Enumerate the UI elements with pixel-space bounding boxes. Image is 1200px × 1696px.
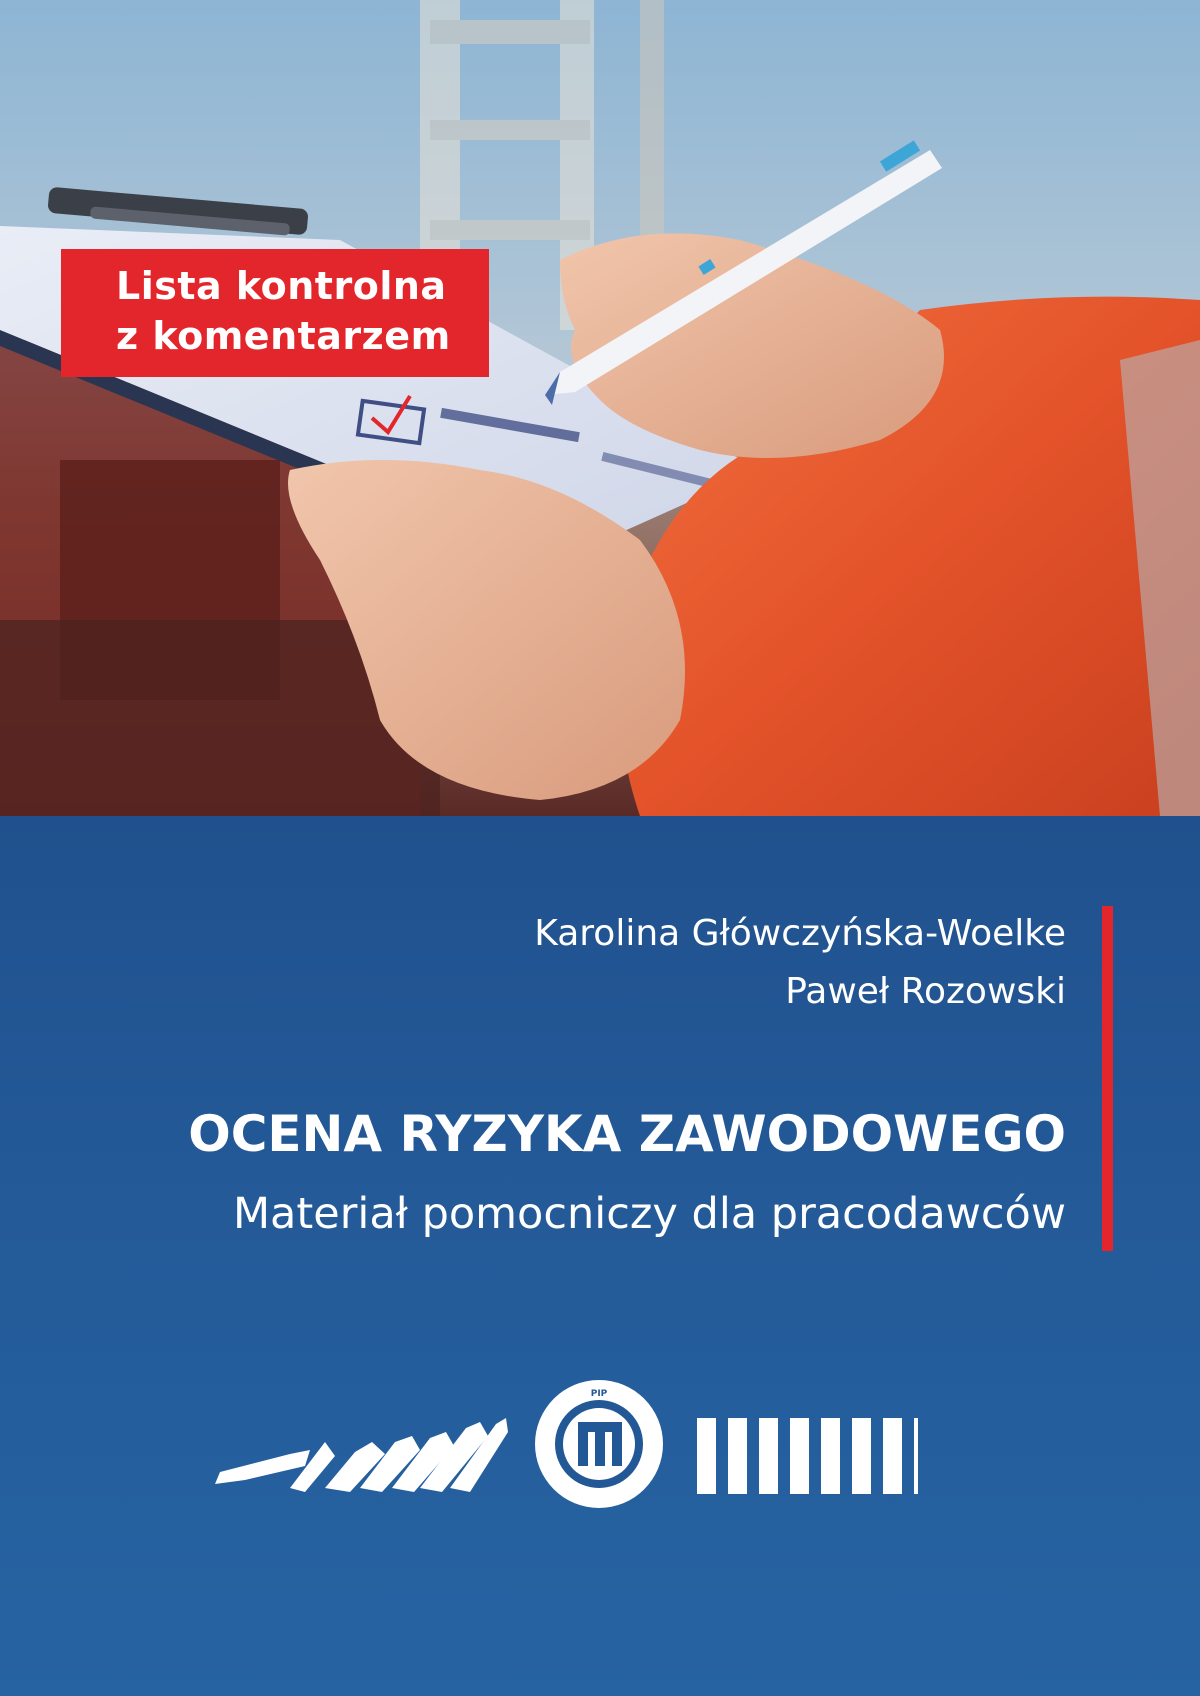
cover-photo [0,0,1200,816]
author-name-1: Karolina Główczyńska-Woelke [534,913,1066,954]
logos-svg [0,1380,1200,1520]
publisher-logo-left-icon [215,1418,508,1492]
badge-line-2: z komentarzem [116,314,451,358]
seal-logo-icon [535,1380,663,1508]
publisher-logos [0,1380,1200,1520]
svg-text:PIP: PIP [590,1389,608,1399]
accent-bar [1102,906,1113,1251]
author-name-2: Paweł Rozowski [785,971,1066,1012]
badge-line-1: Lista kontrolna [116,264,447,308]
publisher-logo-right-icon [697,1418,918,1494]
book-subtitle: Materiał pomocniczy dla pracodawców [232,1189,1066,1239]
book-title: OCENA RYZYKA ZAWODOWEGO [188,1105,1066,1163]
badge-checklist-label [61,249,489,377]
cover-photo-illustration [0,0,1200,816]
